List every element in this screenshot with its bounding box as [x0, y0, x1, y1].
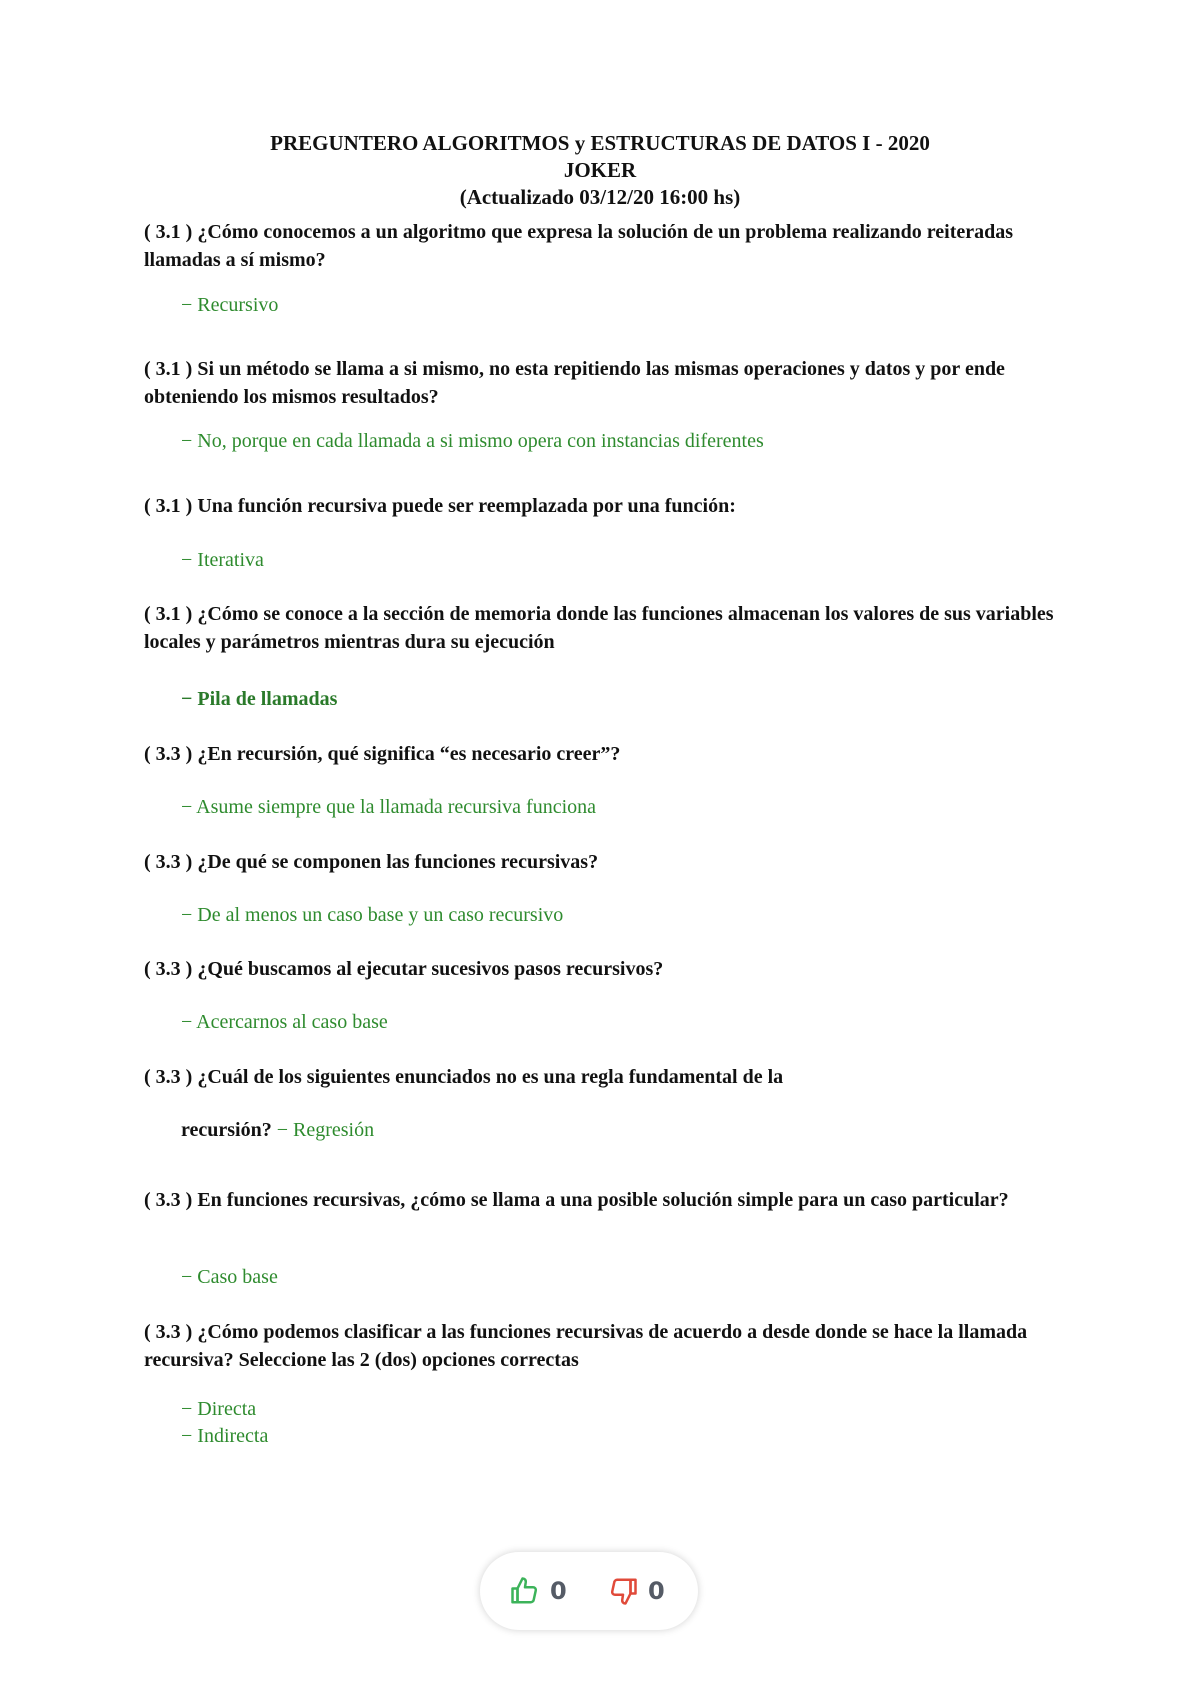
like-button[interactable] [510, 1574, 567, 1608]
document-title: PREGUNTERO ALGORITMOS y ESTRUCTURAS DE DATOS I - 2020 [270, 131, 930, 155]
document-updated: (Actualizado 03/12/20 16:00 hs) [459, 185, 741, 209]
answer-text: − No, porque en cada llamada a si mismo opera con instancias diferentes [181, 430, 764, 452]
answer-text: − Pila de llamadas [181, 688, 338, 710]
question-tail-text: recursión? [181, 1119, 272, 1141]
question-text: ( 3.3 ) ¿Cómo podemos clasificar a las funciones recursivas de acuerdo a desde donde se hace la llamada recursiva? Seleccione las 2 (dos) opciones correctas [144, 1321, 1028, 1371]
dislike-button[interactable] [608, 1574, 665, 1608]
question-text: ( 3.1 ) Si un método se llama a si mismo, no esta repitiendo las mismas operaciones y datos y por ende obteniendo los mismos resultados? [144, 358, 1005, 408]
question-text: ( 3.3 ) ¿De qué se componen las funciones recursivas? [144, 851, 599, 873]
answer-text: − Asume siempre que la llamada recursiva funciona [181, 796, 597, 818]
answer-text: − Directa [181, 1398, 257, 1420]
dislike-count: 0 [648, 1577, 665, 1605]
question-text: ( 3.1 ) Una función recursiva puede ser reemplazada por una función: [144, 495, 736, 517]
answer-text: − Indirecta [181, 1425, 269, 1447]
thumbs-down-icon [608, 1576, 638, 1606]
answer-text: − Acercarnos al caso base [181, 1011, 388, 1033]
question-text: ( 3.1 ) ¿Cómo se conoce a la sección de memoria donde las funciones almacenan los valores de sus variables locales y parámetros mientras dura su ejecución [144, 603, 1054, 653]
document-subtitle: JOKER [563, 158, 637, 182]
document-header [0, 130, 1200, 211]
question-text: ( 3.1 ) ¿Cómo conocemos a un algoritmo que expresa la solución de un problema realizando reiteradas llamadas a sí mismo? [144, 221, 1014, 271]
question-text: ( 3.3 ) ¿En recursión, qué significa “es necesario creer”? [144, 743, 621, 765]
question-tail-line [181, 1116, 374, 1144]
like-count: 0 [550, 1577, 567, 1605]
answer-text: − De al menos un caso base y un caso recursivo [181, 904, 564, 926]
question-text: ( 3.3 ) ¿Qué buscamos al ejecutar sucesivos pasos recursivos? [144, 958, 664, 980]
answer-text: − Recursivo [181, 294, 279, 316]
question-text: ( 3.3 ) En funciones recursivas, ¿cómo se llama a una posible solución simple para un caso particular? [144, 1189, 1009, 1211]
answer-text: − Regresión [276, 1119, 375, 1141]
answer-text: − Caso base [181, 1266, 278, 1288]
answer-text: − Iterativa [181, 549, 264, 571]
question-text: ( 3.3 ) ¿Cuál de los siguientes enunciados no es una regla fundamental de la [144, 1066, 784, 1088]
thumbs-up-icon [510, 1576, 540, 1606]
vote-widget [480, 1552, 698, 1630]
